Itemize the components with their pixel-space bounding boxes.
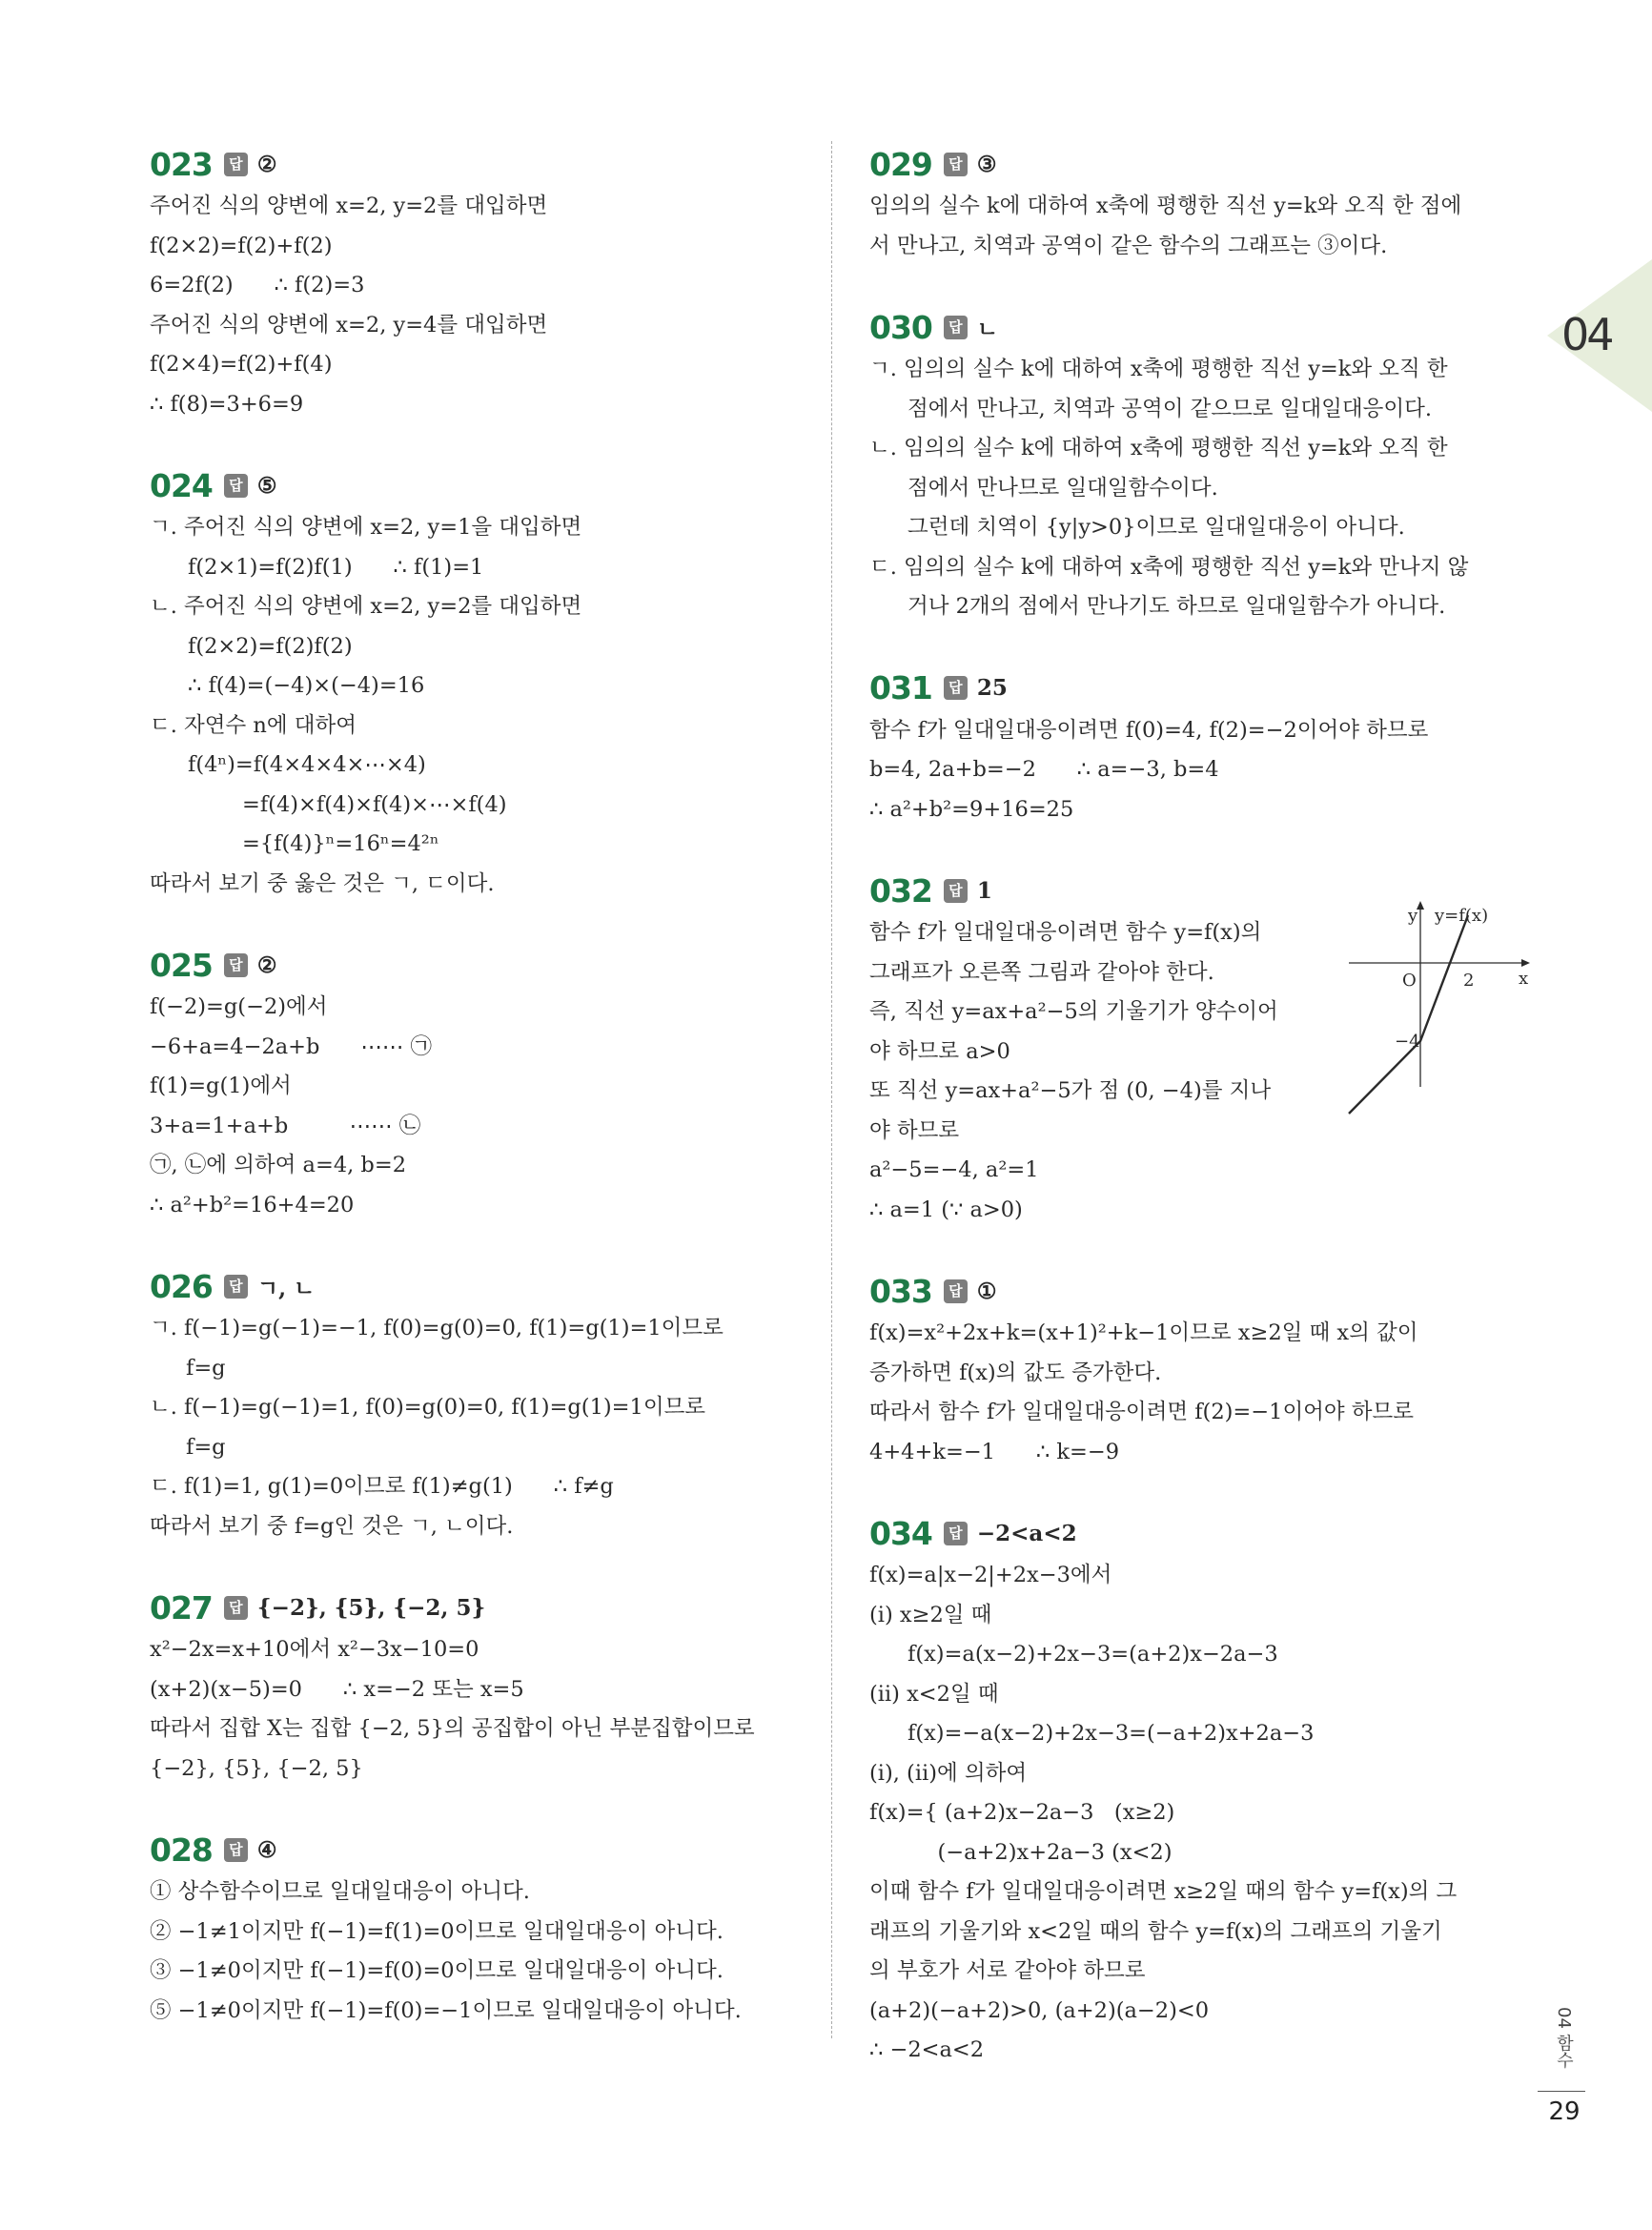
solution-line: f(x)=a|x−2|+2x−3에서 [869, 1563, 1112, 1587]
problem-032-text [869, 913, 1327, 1230]
solution-line: (ⅱ) x<2일 때 [869, 1681, 999, 1707]
solution-line: f(2×4)=f(2)+f(4) [150, 352, 333, 377]
problem-number: 026 [150, 1267, 213, 1305]
solution-line: f(2×1)=f(2)f(1) ∴ f(1)=1 [188, 554, 484, 580]
solution-line: f=g [186, 1355, 226, 1381]
problem-header [150, 143, 817, 185]
curve-label: y=f(x) [1435, 906, 1489, 926]
solution-line: 이때 함수 f가 일대일대응이려면 x≥2일 때의 함수 y=f(x)의 그 [869, 1879, 1458, 1904]
problem-number: 025 [150, 946, 213, 984]
solution-line: 6=2f(2) ∴ f(2)=3 [150, 273, 365, 297]
solution-line: 또 직선 y=ax+a²−5가 점 (0, −4)를 지나 [869, 1078, 1272, 1103]
solution-line: ⑤ −1≠0이지만 f(−1)=f(0)=−1이므로 일대일대응이 아니다. [150, 1997, 742, 2023]
answer-value: ㄱ, ㄴ [256, 1275, 316, 1301]
solution-line: 그래프가 오른쪽 그림과 같아야 한다. [869, 959, 1214, 985]
problem-header [869, 1512, 1537, 1554]
right-column [869, 143, 1537, 2111]
problem-header [150, 1586, 817, 1628]
solution-line: (ⅰ) x≥2일 때 [869, 1602, 992, 1627]
solution-line: f(−2)=g(−2)에서 [150, 994, 328, 1019]
problem-number: 028 [150, 1831, 213, 1869]
y-axis-label: y [1408, 906, 1418, 926]
answer-badge: 답 [944, 1279, 968, 1303]
solution-line: x²−2x=x+10에서 x²−3x−10=0 [150, 1637, 479, 1662]
problem-number: 024 [150, 466, 213, 504]
y-tick-label: −4 [1395, 1032, 1420, 1052]
solution-line: ㄷ. 자연수 n에 대하여 [150, 712, 357, 738]
solution-line: 래프의 기울기와 x<2일 때의 함수 y=f(x)의 그래프의 기울기 [869, 1918, 1442, 1944]
chapter-number: 04 [1561, 309, 1612, 360]
page-number-rule [1538, 2091, 1585, 2092]
answer-value: ⑤ [256, 472, 277, 499]
solution-line: 주어진 식의 양변에 x=2, y=4를 대입하면 [150, 312, 548, 338]
problem-029 [869, 143, 1537, 266]
answer-value: ③ [976, 151, 997, 177]
solution-line: 함수 f가 일대일대응이려면 f(0)=4, f(2)=−2이어야 하므로 [869, 717, 1429, 743]
answer-badge: 답 [224, 1275, 248, 1299]
solution-line: ∴ f(4)=(−4)×(−4)=16 [188, 673, 425, 698]
problem-number: 032 [869, 871, 932, 910]
solution-line: b=4, 2a+b=−2 ∴ a=−3, b=4 [869, 757, 1219, 782]
solution-line: f(1)=g(1)에서 [150, 1074, 292, 1098]
page-number: 29 [1548, 2097, 1581, 2126]
solution-line: 함수 f가 일대일대응이려면 함수 y=f(x)의 [869, 920, 1262, 945]
solution-line: f(x)={ (a+2)x−2a−3 (x≥2) [869, 1800, 1175, 1825]
answer-badge: 답 [944, 316, 968, 339]
x-axis-label: x [1519, 969, 1529, 989]
solution-line: 따라서 집합 X는 집합 {−2, 5}의 공집합이 아닌 부분집합이므로 [150, 1716, 755, 1741]
problem-028 [150, 1829, 817, 2031]
answer-value: −2<a<2 [976, 1520, 1077, 1546]
solution-line: 3+a=1+a+b ⋯⋯ ㉡ [150, 1113, 421, 1138]
graph-032 [1330, 896, 1535, 1125]
running-title: 04 함수 [1554, 2007, 1574, 2069]
solution-line: 점에서 만나므로 일대일함수이다. [908, 475, 1218, 501]
problem-025 [150, 944, 817, 1225]
solution-line: 의 부호가 서로 같아야 하므로 [869, 1958, 1146, 1983]
solution-line: ㄱ. 주어진 식의 양변에 x=2, y=1을 대입하면 [150, 515, 582, 540]
answer-value: 1 [976, 877, 992, 904]
solution-line: 야 하므로 a>0 [869, 1038, 1010, 1064]
solution-line: ① 상수함수이므로 일대일대응이 아니다. [150, 1879, 530, 1904]
column-divider [831, 141, 832, 2038]
solution-line: 서 만나고, 치역과 공역이 같은 함수의 그래프는 ③이다. [869, 233, 1388, 258]
solution-line: f(x)=x²+2x+k=(x+1)²+k−1이므로 x≥2일 때 x의 값이 [869, 1320, 1418, 1345]
problem-header [869, 143, 1537, 185]
solution-line: 따라서 보기 중 옳은 것은 ㄱ, ㄷ이다. [150, 870, 495, 896]
left-column [150, 143, 817, 2071]
solution-line: ∴ a=1 (∵ a>0) [869, 1197, 1023, 1222]
problem-number: 030 [869, 308, 932, 346]
solution-line: (−a+2)x+2a−3 (x<2) [869, 1839, 1173, 1865]
solution-line: {−2}, {5}, {−2, 5} [150, 1755, 363, 1781]
solution-line: ∴ a²+b²=16+4=20 [150, 1192, 355, 1217]
y-axis-arrow [1417, 901, 1424, 910]
problem-034 [869, 1512, 1537, 2071]
solution-line: ㄴ. 주어진 식의 양변에 x=2, y=2를 대입하면 [150, 594, 582, 619]
solution-line: 그런데 치역이 {y|y>0}이므로 일대일대응이 아니다. [908, 515, 1405, 540]
answer-badge: 답 [944, 153, 968, 176]
solution-line: f=g [186, 1434, 226, 1460]
answer-value: 25 [976, 675, 1008, 701]
problem-number: 034 [869, 1514, 932, 1552]
solution-line: 따라서 보기 중 f=g인 것은 ㄱ, ㄴ이다. [150, 1513, 514, 1539]
solution-line: 거나 2개의 점에서 만나기도 하므로 일대일함수가 아니다. [908, 594, 1446, 619]
solution-line: (ⅰ), (ⅱ)에 의하여 [869, 1760, 1028, 1786]
solution-line: −6+a=4−2a+b ⋯⋯ ㉠ [150, 1033, 433, 1059]
solution-line: (a+2)(−a+2)>0, (a+2)(a−2)<0 [869, 1997, 1210, 2023]
solution-line: ③ −1≠0이지만 f(−1)=f(0)=0이므로 일대일대응이 아니다. [150, 1958, 724, 1983]
answer-value: {−2}, {5}, {−2, 5} [256, 1594, 486, 1621]
answer-value: ① [976, 1278, 997, 1304]
problem-header [150, 464, 817, 506]
problem-number: 023 [150, 145, 213, 183]
solution-line: f(4ⁿ)=f(4×4×4×⋯×4) [188, 752, 426, 777]
solution-line: f(x)=−a(x−2)+2x−3=(−a+2)x+2a−3 [908, 1721, 1315, 1746]
x-axis-arrow [1521, 959, 1530, 967]
solution-line: 따라서 함수 f가 일대일대응이려면 f(2)=−1이어야 하므로 [869, 1400, 1415, 1424]
problem-024 [150, 464, 817, 904]
solution-line: (x+2)(x−5)=0 ∴ x=−2 또는 x=5 [150, 1676, 524, 1702]
problem-027 [150, 1586, 817, 1789]
answer-badge: 답 [224, 153, 248, 176]
problem-number: 033 [869, 1272, 932, 1310]
answer-badge: 답 [224, 953, 248, 977]
answer-value: ㄴ [976, 316, 999, 342]
solution-line: ={f(4)}ⁿ=16ⁿ=4²ⁿ [242, 831, 439, 856]
solution-line: ㄷ. 임의의 실수 k에 대하여 x축에 평행한 직선 y=k와 만나지 않 [869, 554, 1469, 580]
origin-label: O [1402, 971, 1417, 991]
answer-value: ④ [256, 1836, 277, 1863]
solution-line: 증가하면 f(x)의 값도 증가한다. [869, 1360, 1162, 1385]
solution-line: 점에서 만나고, 치역과 공역이 같으므로 일대일대응이다. [908, 396, 1432, 421]
solution-line: 야 하므로 [869, 1117, 960, 1143]
solution-line: ㄱ. 임의의 실수 k에 대하여 x축에 평행한 직선 y=k와 오직 한 [869, 357, 1448, 381]
problem-026 [150, 1265, 817, 1546]
solution-line: ㄱ. f(−1)=g(−1)=−1, f(0)=g(0)=0, f(1)=g(1)=1이므로 [150, 1316, 724, 1340]
solution-line: ㄷ. f(1)=1, g(1)=0이므로 f(1)≠g(1) ∴ f≠g [150, 1474, 614, 1499]
solution-line: ∴ −2<a<2 [869, 2037, 985, 2062]
problem-number: 029 [869, 145, 932, 183]
answer-badge: 답 [944, 879, 968, 903]
solution-line: ∴ a²+b²=9+16=25 [869, 796, 1074, 822]
solution-line: f(2×2)=f(2)f(2) [188, 633, 353, 659]
problem-number: 027 [150, 1588, 213, 1626]
problem-033 [869, 1270, 1537, 1472]
solution-line: ㄴ. f(−1)=g(−1)=1, f(0)=g(0)=0, f(1)=g(1)=1이므로 [150, 1395, 706, 1420]
problem-030 [869, 306, 1537, 627]
answer-badge: 답 [944, 676, 968, 700]
solution-line: 임의의 실수 k에 대하여 x축에 평행한 직선 y=k와 오직 한 점에 [869, 194, 1462, 218]
problem-header [150, 1829, 817, 1871]
function-curve [1349, 915, 1468, 1114]
x-tick-label: 2 [1463, 971, 1475, 991]
problem-header [869, 667, 1537, 709]
solution-line: ② −1≠1이지만 f(−1)=f(1)=0이므로 일대일대응이 아니다. [150, 1918, 724, 1944]
solution-line: f(x)=a(x−2)+2x−3=(a+2)x−2a−3 [908, 1642, 1278, 1667]
problem-031 [869, 667, 1537, 830]
solution-line: 즉, 직선 y=ax+a²−5의 기울기가 양수이어 [869, 999, 1278, 1024]
solution-line: ㉠, ㉡에 의하여 a=4, b=2 [150, 1153, 407, 1177]
problem-023 [150, 143, 817, 424]
answer-value: ② [256, 151, 277, 177]
answer-badge: 답 [224, 474, 248, 498]
graph-svg [1330, 896, 1535, 1125]
answer-value: ② [256, 951, 277, 978]
solution-line: f(2×2)=f(2)+f(2) [150, 233, 333, 258]
problem-header [150, 1265, 817, 1307]
solution-line: a²−5=−4, a²=1 [869, 1157, 1039, 1182]
answer-badge: 답 [224, 1596, 248, 1620]
solution-line: 4+4+k=−1 ∴ k=−9 [869, 1439, 1120, 1464]
solution-line: ㄴ. 임의의 실수 k에 대하여 x축에 평행한 직선 y=k와 오직 한 [869, 436, 1448, 460]
solution-line: ∴ f(8)=3+6=9 [150, 391, 304, 417]
answer-badge: 답 [944, 1522, 968, 1545]
problem-header [150, 944, 817, 986]
problem-header [869, 306, 1537, 348]
solution-line: 주어진 식의 양변에 x=2, y=2를 대입하면 [150, 194, 548, 218]
solution-line: =f(4)×f(4)×f(4)×⋯×f(4) [242, 791, 507, 817]
problem-header [869, 1270, 1537, 1312]
problem-number: 031 [869, 669, 932, 706]
answer-badge: 답 [224, 1838, 248, 1862]
